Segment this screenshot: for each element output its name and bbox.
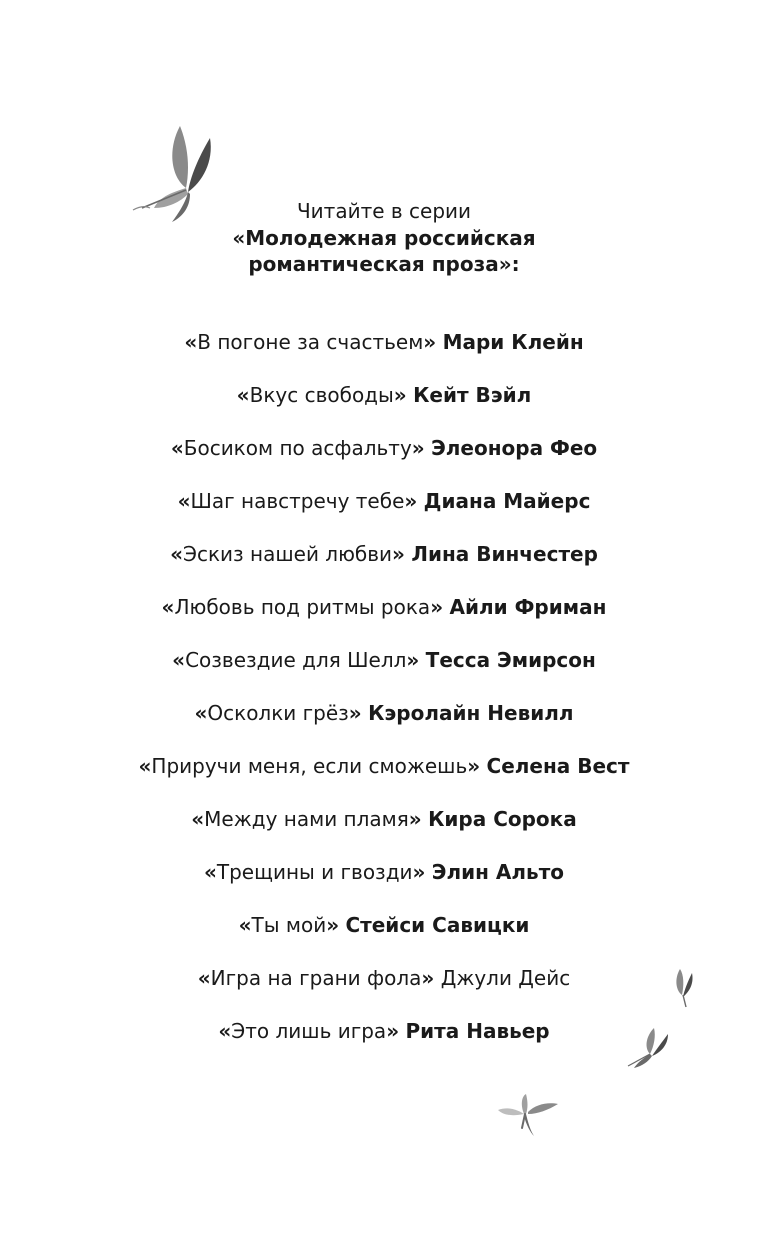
header-intro: Читайте в серии: [296, 199, 472, 223]
list-item: [0, 751, 768, 804]
book-title: Созвездие для Шелл: [185, 648, 407, 672]
list-item: [0, 645, 768, 698]
open-quote: «: [170, 436, 184, 460]
book-author: Кейт Вэйл: [413, 383, 532, 407]
book-author: Элин Альто: [431, 860, 565, 884]
open-quote: «: [170, 542, 183, 566]
book-title: Приручи меня, если сможешь: [151, 754, 468, 778]
open-quote: «: [236, 383, 250, 407]
open-quote: «: [177, 489, 191, 513]
book-author: Мари Клейн: [442, 330, 584, 354]
book-title: Вкус свободы: [249, 383, 394, 407]
series-name-line-2: романтическая проза»:: [248, 252, 520, 276]
open-quote: «: [184, 330, 198, 354]
close-quote: »: [411, 436, 425, 460]
close-quote: »: [467, 754, 481, 778]
book-author: Кира Сорока: [428, 807, 577, 831]
list-item: [0, 857, 768, 910]
book-author: Селена Вест: [486, 754, 630, 778]
book-title: Между нами пламя: [204, 807, 409, 831]
close-quote: »: [326, 913, 340, 937]
book-title: Шаг навстречу тебе: [190, 489, 405, 513]
book-author: Диана Майерс: [423, 489, 591, 513]
open-quote: «: [172, 648, 186, 672]
list-item: [0, 327, 768, 380]
open-quote: «: [197, 966, 211, 990]
close-quote: »: [412, 860, 426, 884]
close-quote: »: [406, 648, 420, 672]
book-author: Рита Навьер: [405, 1019, 550, 1043]
list-item: [0, 804, 768, 857]
book-title: Босиком по асфальту: [183, 436, 412, 460]
open-quote: «: [218, 1019, 232, 1043]
book-list: [0, 327, 768, 1069]
book-title: Ты мой: [251, 913, 327, 937]
close-quote: »: [430, 595, 444, 619]
series-name-line-1: «Молодежная российская: [232, 225, 536, 250]
close-quote: »: [404, 489, 418, 513]
book-author: Кэролайн Невилл: [368, 701, 574, 725]
list-item: [0, 433, 768, 486]
open-quote: «: [191, 807, 205, 831]
list-item: [0, 486, 768, 539]
book-title: В погоне за счастьем: [197, 330, 424, 354]
series-header: [0, 198, 768, 278]
list-item: [0, 539, 768, 592]
book-title: Это лишь игра: [231, 1019, 387, 1043]
list-item: [0, 698, 768, 751]
open-quote: «: [203, 860, 217, 884]
list-item: [0, 963, 768, 1016]
book-title: Любовь под ритмы рока: [174, 595, 431, 619]
list-item: [0, 592, 768, 645]
book-title: Эскиз нашей любви: [182, 542, 393, 566]
close-quote: »: [408, 807, 422, 831]
close-quote: »: [386, 1019, 400, 1043]
close-quote: »: [348, 701, 362, 725]
close-quote: »: [421, 966, 435, 990]
list-item: [0, 380, 768, 433]
close-quote: »: [423, 330, 437, 354]
book-title: Осколки грёз: [207, 701, 349, 725]
dragonfly-icon: [494, 1092, 560, 1138]
list-item: [0, 910, 768, 963]
close-quote: »: [393, 383, 407, 407]
open-quote: «: [161, 595, 175, 619]
open-quote: «: [138, 754, 152, 778]
book-author: Лина Винчестер: [411, 542, 598, 566]
book-author: Тесса Эмирсон: [425, 648, 596, 672]
book-author: Айли Фриман: [449, 595, 607, 619]
book-author: Джули Дейс: [440, 966, 571, 990]
open-quote: «: [194, 701, 208, 725]
open-quote: «: [238, 913, 252, 937]
book-title: Трещины и гвозди: [216, 860, 413, 884]
list-item: [0, 1016, 768, 1069]
book-author: Элеонора Фео: [431, 436, 598, 460]
book-title: Игра на грани фола: [210, 966, 422, 990]
close-quote: »: [392, 542, 405, 566]
book-author: Стейси Савицки: [345, 913, 530, 937]
